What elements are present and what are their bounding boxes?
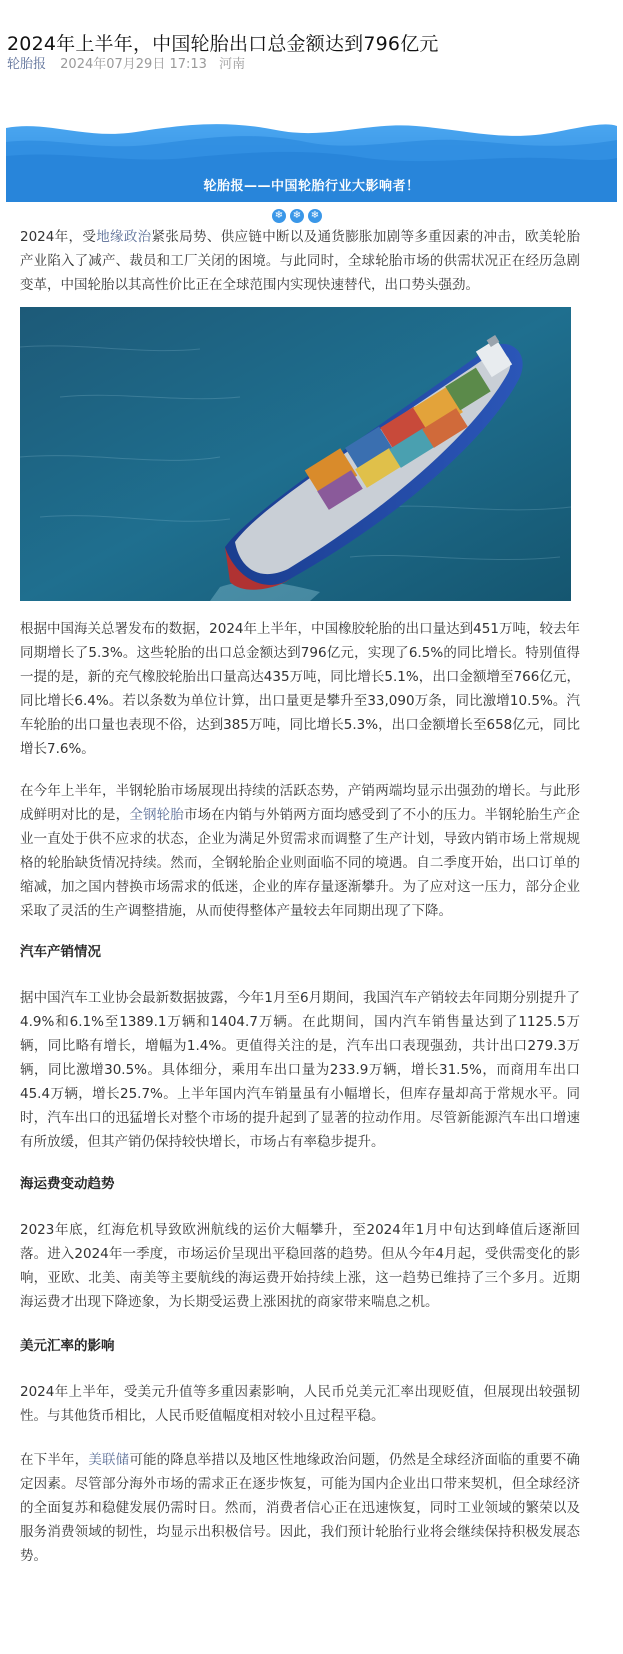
section-heading-freight: 海运费变动趋势 [20,1176,115,1192]
outlook-paragraph: 在下半年，美联储可能的降息举措以及地区性地缘政治问题，仍然是全球经济面临的重要不确定因素。尽管部分海外市场的需求正在逐步恢复，可能为国内企业出口带来契机，但全球经济的全面复苏和稳健发展仍需时日。然而，消费者信心正在迅速恢复，同时工业领域的繁荣以及服务消费领域的韧性，均显示出积极信号。因此，我们预计轮胎行业将会继续保持积极发展态势。 [20,1452,581,1564]
section-heading-exchange-rate: 美元汇率的影响 [20,1338,115,1354]
article-meta [7,56,245,74]
snowflake-icon: ❄ [308,209,322,223]
publish-datetime: 2024年07月29日 17:13 [60,57,207,72]
auto-sales-paragraph: 据中国汽车工业协会最新数据披露，今年1月至6月期间，我国汽车产销较去年同期分别提升了4.9%和6.1%至1389.1万辆和1404.7万辆。在此期间，国内汽车销售量达到了1125.5万辆，同比略有增长，增幅为1.4%。更值得关注的是，汽车出口表现强劲，共计出口279.3万辆，同比激增30.5%。具体细分，乘用车出口量为233.9万辆，增长31.5%，而商用车出口45.4万辆，增长25.7%。上半年国内汽车销量虽有小幅增长，但库存量却高于常规水平。同时，汽车出口的迅猛增长对整个市场的提升起到了显著的拉动作用。尽管新能源汽车出口增速有所放缓，但其产销仍保持较快增长，市场占有率稳步提升。 [20,990,580,1150]
author-link[interactable]: 轮胎报 [7,57,47,72]
banner-slogan: 轮胎报——中国轮胎行业大影响者！ [203,179,420,194]
container-ship-photo [20,307,571,601]
freight-paragraph: 2023年底，红海危机导致欧洲航线的运价大幅攀升，至2024年1月中旬达到峰值后逐渐回落。进入2024年一季度，市场运价呈现出平稳回落的趋势。但从今年4月起，受供需变化的影响，亚欧、北美、南美等主要航线的海运费开始持续上涨，这一趋势已维持了三个多月。近期海运费才出现下降迹象，为长期受运费上涨困扰的商家带来喘息之机。 [20,1222,580,1310]
decorative-snowflakes [272,209,326,225]
geopolitics-link[interactable]: 地缘政治 [96,229,152,245]
export-data-paragraph: 根据中国海关总署发布的数据，2024年上半年，中国橡胶轮胎的出口量达到451万吨，较去年同期增长了5.3%。这些轮胎的出口总金额达到796亿元，实现了6.5%的同比增长。特别值得一提的是，新的充气橡胶轮胎出口量高达435万吨，同比增长5.1%，出口金额增至766亿元，同比增长6.4%。若以条数为单位计算，出口量更是攀升至33,090万条，同比激增10.5%。汽车轮胎的出口量也表现不俗，达到385万吨，同比增长5.3%，出口金额增长至658亿元，同比增长7.6%。 [20,621,580,757]
header-banner [6,118,617,202]
intro-paragraph: 2024年，受地缘政治紧张局势、供应链中断以及通货膨胀加剧等多重因素的冲击，欧美轮胎产业陷入了减产、裁员和工厂关闭的困境。与此同时，全球轮胎市场的供需状况正在经历急剧变革，中国轮胎以其高性价比正在全球范围内实现快速替代，出口势头强劲。 [20,229,581,293]
article-title: 2024年上半年，中国轮胎出口总金额达到796亿元 [7,32,439,55]
fed-link[interactable]: 美联储 [88,1452,130,1468]
exchange-rate-paragraph: 2024年上半年，受美元升值等多重因素影响，人民币兑美元汇率出现贬值，但展现出较强韧性。与其他货币相比，人民币贬值幅度相对较小且过程平稳。 [20,1384,580,1424]
snowflake-icon: ❄ [272,209,286,223]
tire-market-paragraph: 在今年上半年，半钢轮胎市场展现出持续的活跃态势，产销两端均显示出强劲的增长。与此形成鲜明对比的是，全钢轮胎市场在内销与外销两方面均感受到了不小的压力。半钢轮胎生产企业一直处于供不应求的状态，企业为满足外贸需求而调整了生产计划，导致内销市场上常规规格的轮胎缺货情况持续。然而，全钢轮胎企业则面临不同的境遇。自二季度开始，出口订单的缩减，加之国内替换市场需求的低迷，企业的库存量逐渐攀升。为了应对这一压力，部分企业采取了灵活的生产调整措施，从而使得整体产量较去年同期出现了下降。 [20,783,581,919]
section-heading-auto: 汽车产销情况 [20,944,101,960]
all-steel-tire-link[interactable]: 全钢轮胎 [129,807,184,823]
publish-location: 河南 [219,57,246,72]
snowflake-icon: ❄ [290,209,304,223]
